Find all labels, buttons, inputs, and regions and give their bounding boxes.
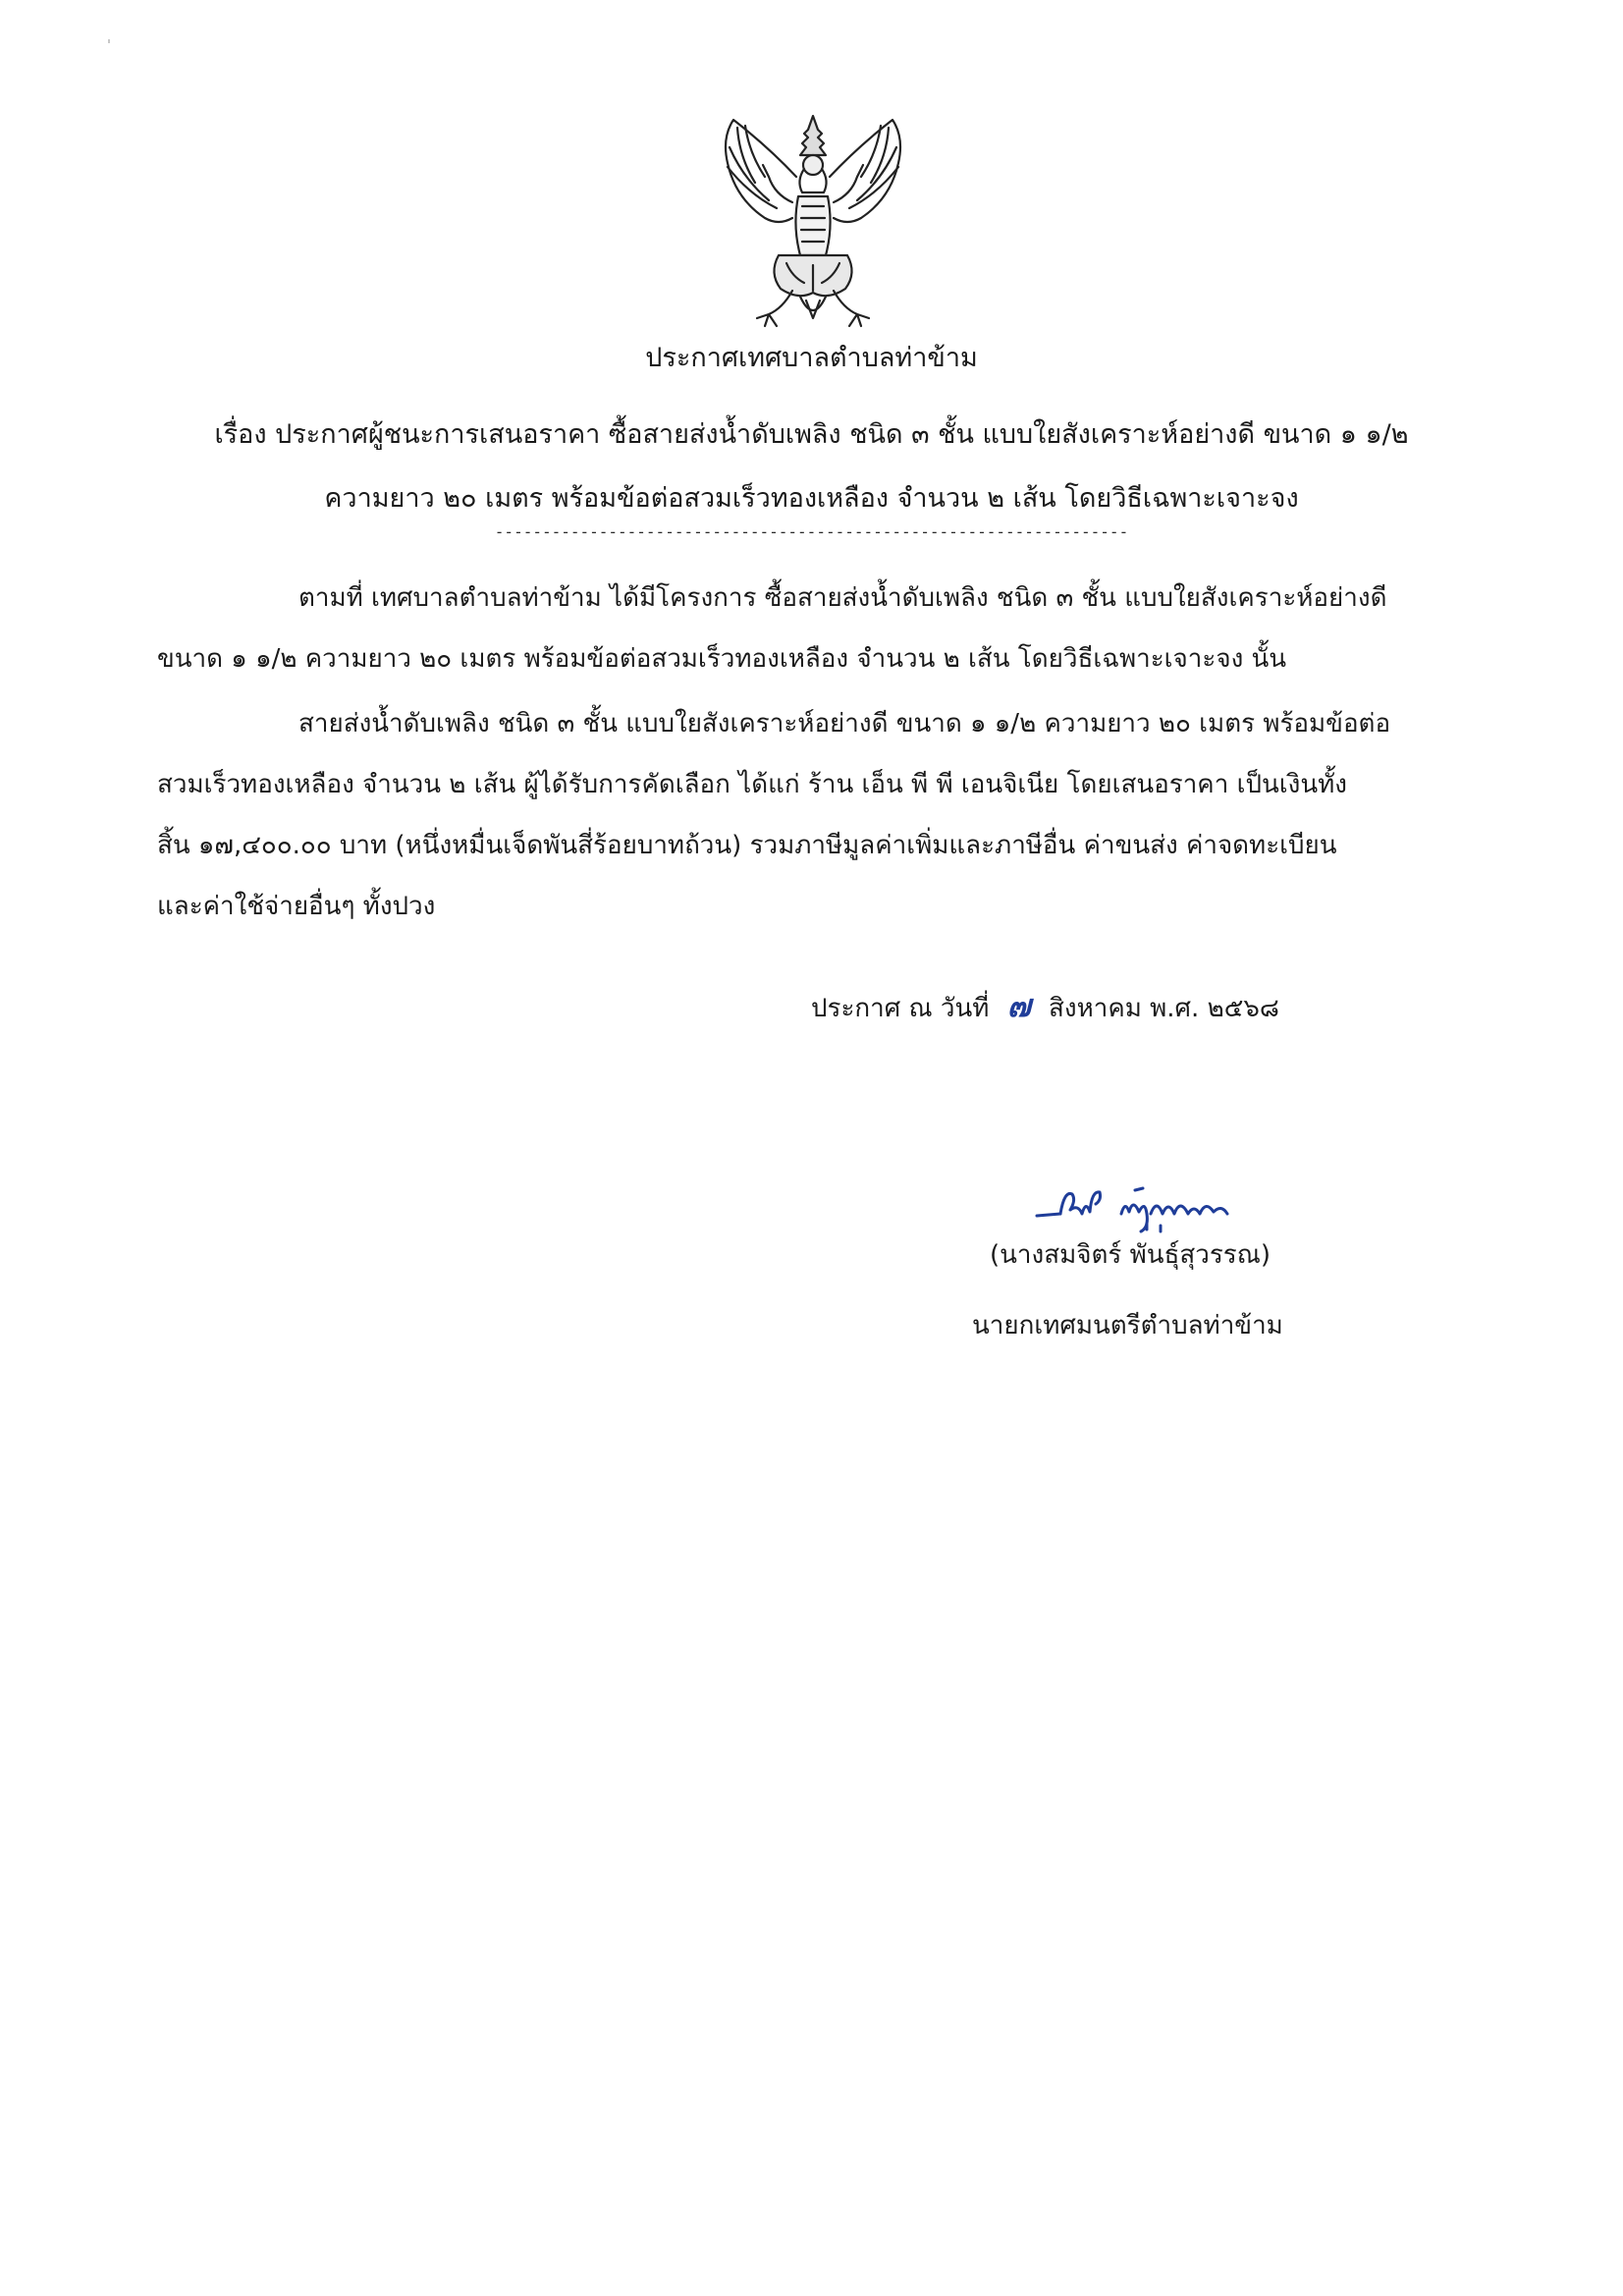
paragraph-intro <box>157 568 1463 689</box>
announce-prefix: ประกาศ ณ วันที่ <box>811 994 990 1023</box>
paragraph-award <box>157 693 1463 937</box>
announcement-title: ประกาศเทศบาลตำบลท่าข้าม <box>645 343 978 373</box>
scan-speck <box>108 39 110 43</box>
announce-day-handwritten: ๗ <box>1006 987 1031 1024</box>
paragraph-line: สิ้น ๑๗,๔๐๐.๐๐ บาท (หนึ่งหมื่นเจ็ดพันสี่ร้อยบาทถ้วน) รวมภาษีมูลค่าเพิ่มและภาษีอื่น ค่าขนส่ง ค่าจดทะเบียน <box>157 831 1337 860</box>
paragraph-line: ตามที่ เทศบาลตำบลท่าข้าม ได้มีโครงการ ซื้อสายส่งน้ำดับเพลิง ชนิด ๓ ชั้น แบบใยสังเคราะห์อย่างดี <box>298 583 1387 613</box>
announce-suffix: สิงหาคม พ.ศ. ๒๕๖๘ <box>1049 994 1279 1023</box>
signer-position: นายกเทศมนตรีตำบลท่าข้าม <box>972 1311 1283 1340</box>
paragraph-line: สวมเร็วทองเหลือง จำนวน ๒ เส้น ผู้ได้รับการคัดเลือก ได้แก่ ร้าน เอ็น พี พี เอนจิเนีย โดยเสนอราคา เป็นเงินทั้ง <box>157 770 1347 799</box>
paragraph-line: ขนาด ๑ ๑/๒ ความยาว ๒๐ เมตร พร้อมข้อต่อสวมเร็วทองเหลือง จำนวน ๒ เส้น โดยวิธีเฉพาะเจาะจง นั้น <box>157 644 1287 674</box>
announcement-subject <box>157 403 1466 530</box>
paragraph-line: และค่าใช้จ่ายอื่นๆ ทั้งปวง <box>157 892 436 921</box>
paragraph-line: สายส่งน้ำดับเพลิง ชนิด ๓ ชั้น แบบใยสังเคราะห์อย่างดี ขนาด ๑ ๑/๒ ความยาว ๒๐ เมตร พร้อมข้อต่อ <box>298 709 1391 738</box>
subject-line: เรื่อง ประกาศผู้ชนะการเสนอราคา ซื้อสายส่งน้ำดับเพลิง ชนิด ๓ ชั้น แบบใยสังเคราะห์อย่างดี ขนาด ๑ ๑/๒ <box>214 419 1409 450</box>
divider-line: ------------------------------------------------------------------- <box>494 522 1129 541</box>
garuda-emblem-icon <box>710 108 916 339</box>
subject-line: ความยาว ๒๐ เมตร พร้อมข้อต่อสวมเร็วทองเหลือง จำนวน ๒ เส้น โดยวิธีเฉพาะเจาะจง <box>324 483 1299 514</box>
announcement-date <box>811 984 1279 1030</box>
signer-name: (นางสมจิตร์ พันธุ์สุวรรณ) <box>990 1240 1271 1270</box>
